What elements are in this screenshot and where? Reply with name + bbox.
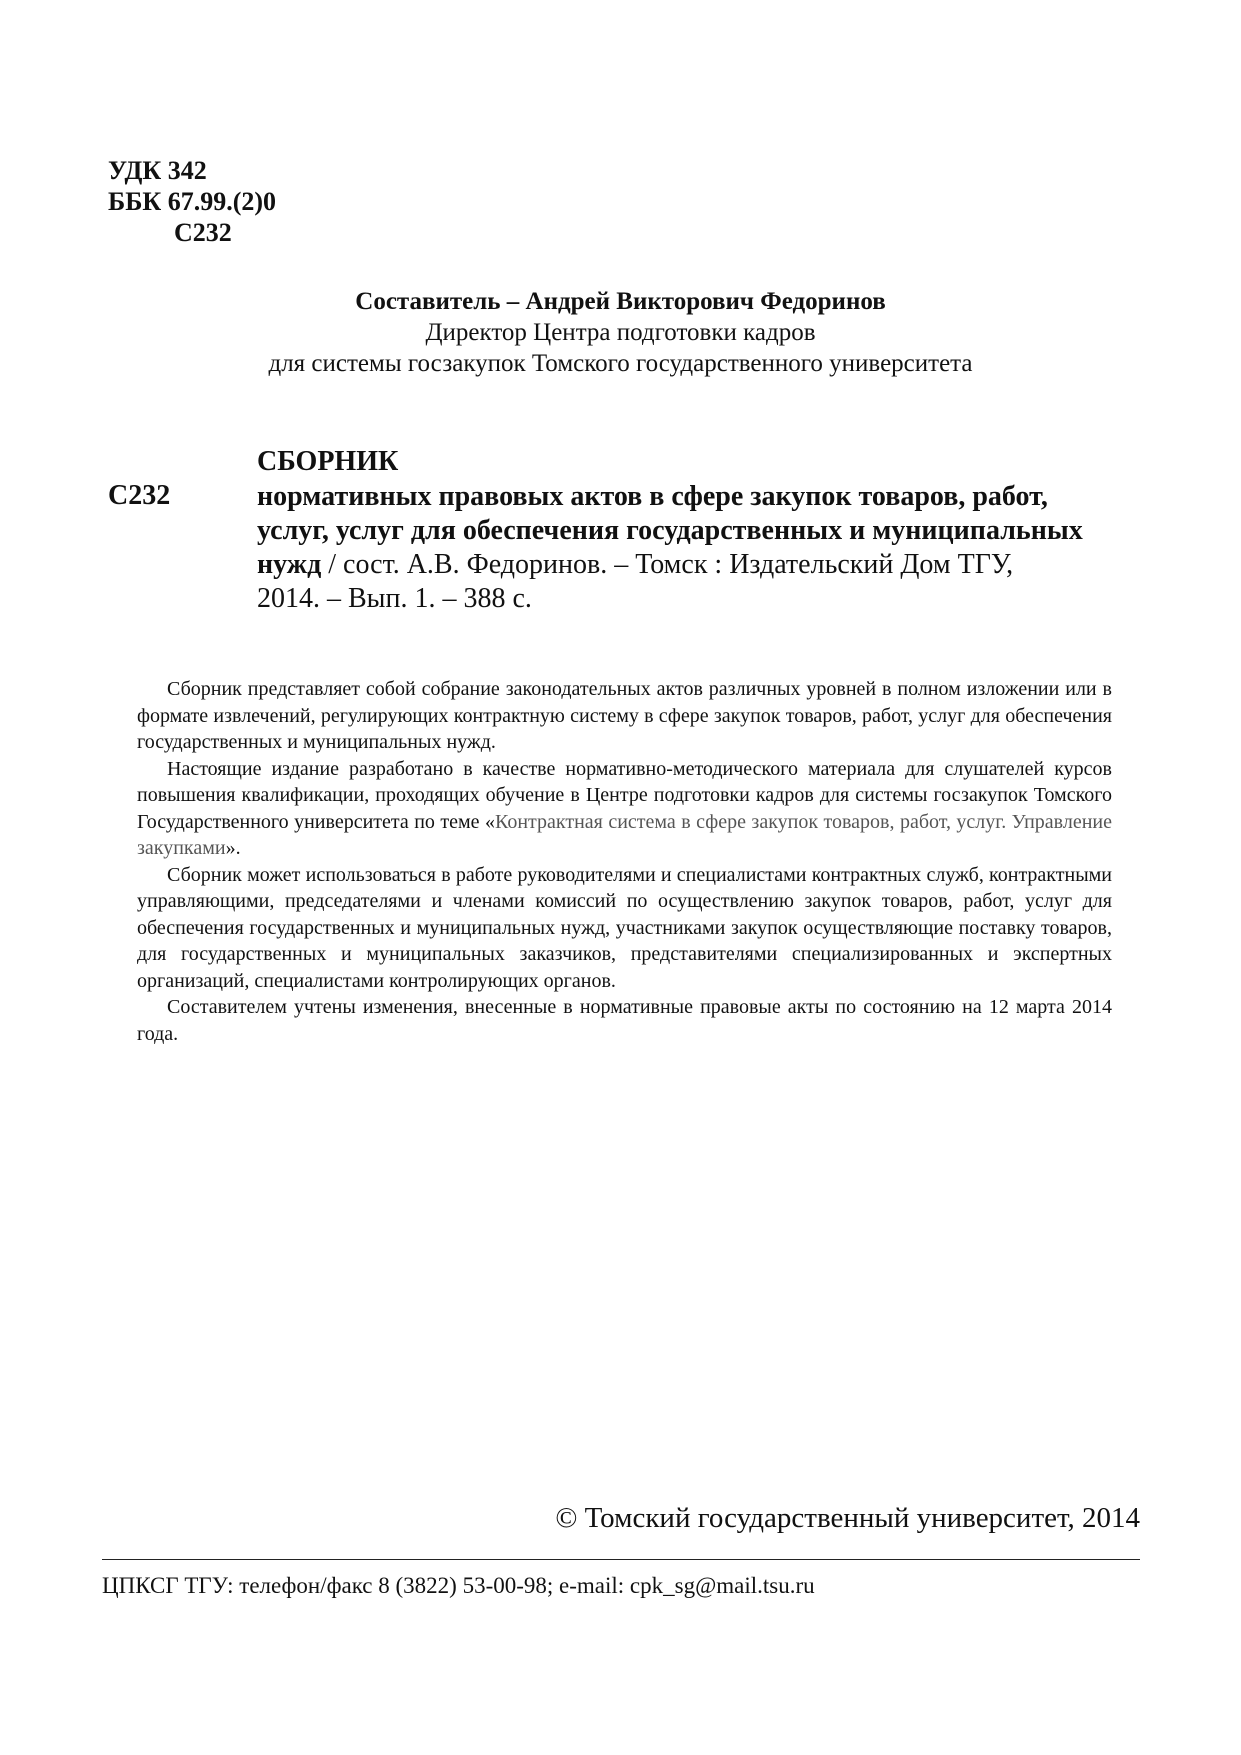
udk-code: УДК 342 (108, 156, 207, 185)
cutter-number: С232 (108, 480, 171, 511)
title-line-4: 2014. – Вып. 1. – 388 с. (257, 583, 532, 614)
compiler-name: Составитель – Андрей Викторович Федоринов (355, 288, 886, 315)
author-mark: С232 (174, 218, 232, 247)
title-line-2: услуг, услуг для обеспечения государственных и муниципальных (257, 515, 1083, 546)
compiler-position-line1: Директор Центра подготовки кадров (425, 319, 816, 346)
compiler-block (0, 286, 1241, 379)
title-line-1: нормативных правовых актов в сфере закупок товаров, работ, (257, 481, 1048, 512)
book-title-word: СБОРНИК (257, 446, 399, 477)
bibliographic-record (257, 480, 1147, 616)
title-line-3-bold: нужд (257, 549, 322, 580)
abstract-paragraph-3: Сборник может использоваться в работе руководителями и специалистами контрактных служб, контрактными управляющими, председателями и членами комиссий по осуществлению закупок товаров, работ, услуг для обеспечения государственных и муниципальных нужд, участниками закупок осуществляющие поставку товаров, для государственных и муниципальных заказчиков, представителями специализированных и экспертных организаций, специалистами контролирующих органов. (137, 863, 1112, 992)
footer-contact: ЦПКСГ ТГУ: телефон/факс 8 (3822) 53-00-98; e-mail: cpk_sg@mail.tsu.ru (102, 1573, 815, 1598)
footer-divider (102, 1559, 1140, 1560)
compiler-position-line2: для системы госзакупок Томского государственного университета (268, 350, 973, 377)
copyright-notice: © Томский государственный университет, 2014 (555, 1502, 1140, 1534)
abstract-p2-end: ». (225, 837, 241, 859)
abstract-p2-topic: Контрактная система в сфере закупок товаров, работ, услуг. Управление закупками (137, 810, 1112, 859)
abstract-paragraph-1: Сборник представляет собой собрание законодательных актов различных уровней в полном изложении или в формате извлечений, регулирующих контрактную систему в сфере закупок товаров, работ, услуг для обеспечения государственных и муниципальных нужд. (137, 678, 1112, 753)
abstract-p2-main: Настоящие издание разработано в качестве нормативно-методического материала для слушателей курсов повышения квалификации, проходящих обучение в Центре подготовки кадров для системы госзакупок Томского Государственного университета по теме « (137, 757, 1112, 833)
abstract-paragraph-2 (137, 756, 1112, 862)
title-line-3 (257, 548, 1147, 582)
title-line-3-rest: / сост. А.В. Федоринов. – Томск : Издательский Дом ТГУ, (321, 549, 1014, 580)
classification-codes (108, 155, 276, 248)
bbk-code: ББК 67.99.(2)0 (108, 187, 277, 216)
abstract (137, 676, 1112, 1047)
abstract-paragraph-4: Составителем учтены изменения, внесенные в нормативные правовые акты по состоянию на 12 марта 2014 года. (137, 996, 1112, 1045)
